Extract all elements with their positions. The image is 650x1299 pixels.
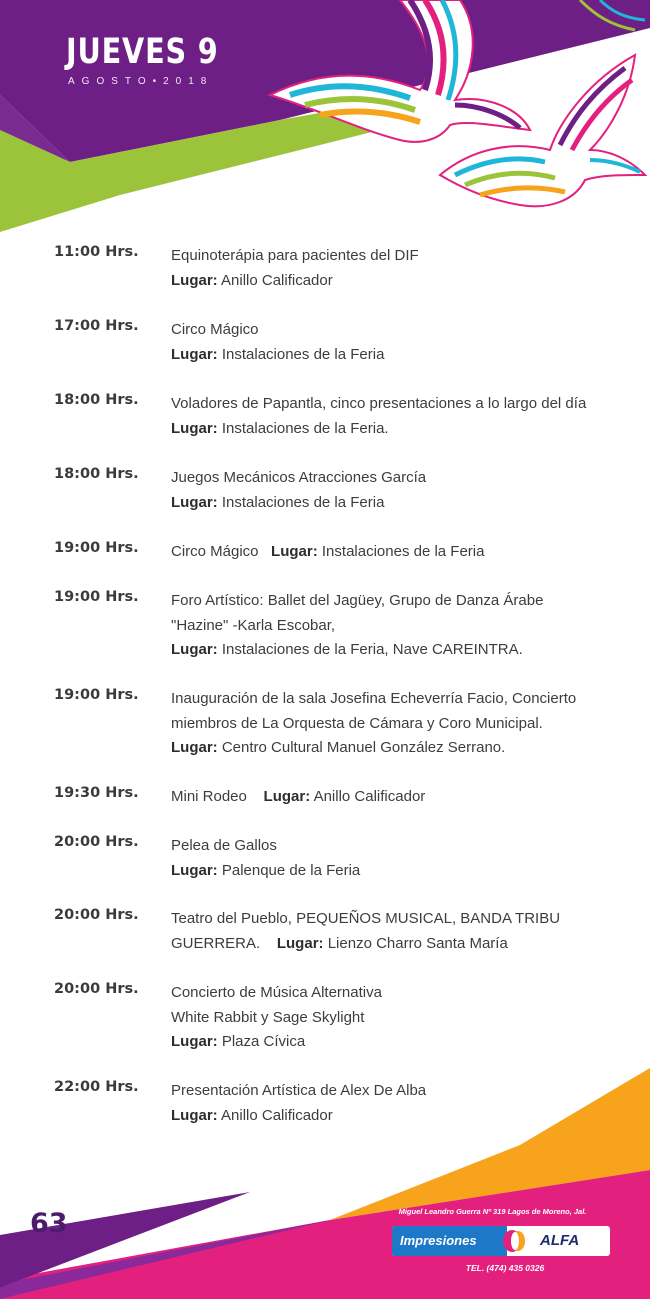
event-title: Inauguración de la sala Josefina Echeverría Facio, Concierto [171,690,577,707]
event-description [171,392,641,441]
event-place [171,736,641,761]
day-title: JUEVES 9 [66,32,219,72]
event-description [171,318,641,367]
place-name: Lienzo Charro Santa María [327,934,508,952]
place-label: Lugar: [171,861,218,879]
event-description [171,981,641,1055]
event-title: Circo Mágico [171,321,259,338]
place-name: Instalaciones de la Feria [221,345,385,363]
place-name: Plaza Cívica [221,1033,306,1050]
place-name: Centro Cultural Manuel González Serrano. [221,739,506,756]
event-description [171,466,641,515]
place-label: Lugar: [171,271,218,289]
logo-left-text: Impresiones [400,1233,477,1248]
event-title: Teatro del Pueblo, PEQUEÑOS MUSICAL, BANDA TRIBU [171,910,561,927]
event-title: Circo Mágico [171,543,259,560]
logo-mark-icon [500,1228,530,1254]
event-place [171,638,641,663]
event-time: 18:00 Hrs. [54,466,139,482]
place-label: Lugar: [276,934,324,952]
swallow-small-icon [440,55,645,206]
event-title-cont: White Rabbit y Sage Skylight [171,1008,365,1026]
place-name: Instalaciones de la Feria, Nave CAREINTRA. [221,641,523,658]
place-label: Lugar: [271,543,318,560]
event-place [171,269,641,294]
event-title: Concierto de Música Alternativa [171,984,382,1001]
event-time: 17:00 Hrs. [54,318,139,334]
event-description [171,907,641,956]
event-title: Juegos Mecánicos Atracciones García [171,469,427,486]
place-name: Anillo Calificador [221,271,333,289]
place-label: Lugar: [171,1106,218,1124]
event-time: 20:00 Hrs. [54,981,139,997]
event-description [171,540,641,565]
event-time: 19:30 Hrs. [54,785,139,801]
sponsor-address: Miguel Leandro Guerra Nº 319 Lagos de Moreno, Jal. [398,1207,587,1216]
event-title: Voladores de Papantla, cinco presentaciones a lo largo del día [171,395,587,412]
event-time: 19:00 Hrs. [54,589,139,605]
swallow-large-icon [270,0,530,142]
event-description [171,244,641,293]
event-place [171,1030,641,1055]
place-name: Instalaciones de la Feria [321,543,485,560]
event-description [171,687,641,761]
place-label: Lugar: [171,345,218,363]
event-time: 11:00 Hrs. [54,244,139,260]
place-name: Anillo Calificador [221,1106,333,1124]
swallows-illustration [250,0,650,235]
event-title-cont: miembros de La Orquesta de Cámara y Coro Municipal. [171,714,543,732]
date-subtitle: AGOSTO•2018 [68,76,214,87]
event-title: Pelea de Gallos [171,837,277,854]
event-title-cont: "Hazine" -Karla Escobar, [171,616,336,634]
event-time: 22:00 Hrs. [54,1079,139,1095]
place-label: Lugar: [171,641,218,658]
place-label: Lugar: [171,419,218,437]
place-name: Anillo Calificador [313,788,426,805]
sponsor-phone: TEL. (474) 435 0326 [465,1263,545,1273]
place-name: Instalaciones de la Feria. [221,419,389,437]
sponsor-logo [392,1226,610,1256]
place-name: Palenque de la Feria [221,861,361,879]
event-place [171,417,641,442]
place-name: Instalaciones de la Feria [221,493,385,511]
event-time: 18:00 Hrs. [54,392,139,408]
event-description [171,589,641,663]
event-time: 20:00 Hrs. [54,834,139,850]
event-title: Mini Rodeo [171,788,247,805]
event-title: Foro Artístico: Ballet del Jagüey, Grupo de Danza Árabe [171,592,544,609]
event-title: Equinoterápia para pacientes del DIF [171,247,419,264]
feather-accents [580,0,645,30]
event-time: 20:00 Hrs. [54,907,139,923]
event-title: Presentación Artística de Alex De Alba [171,1082,427,1099]
event-description [171,834,641,883]
logo-right-text: ALFA [540,1232,580,1249]
place-label: Lugar: [171,493,218,511]
place-label: Lugar: [171,739,218,756]
event-place [171,343,641,368]
event-time: 19:00 Hrs. [54,687,139,703]
event-place [171,491,641,516]
event-title-cont: GUERRERA. [171,934,261,952]
page-number: 63 [30,1208,68,1239]
place-label: Lugar: [171,1033,218,1050]
event-description [171,785,641,810]
event-place [171,859,641,884]
event-time: 19:00 Hrs. [54,540,139,556]
place-label: Lugar: [263,788,311,805]
